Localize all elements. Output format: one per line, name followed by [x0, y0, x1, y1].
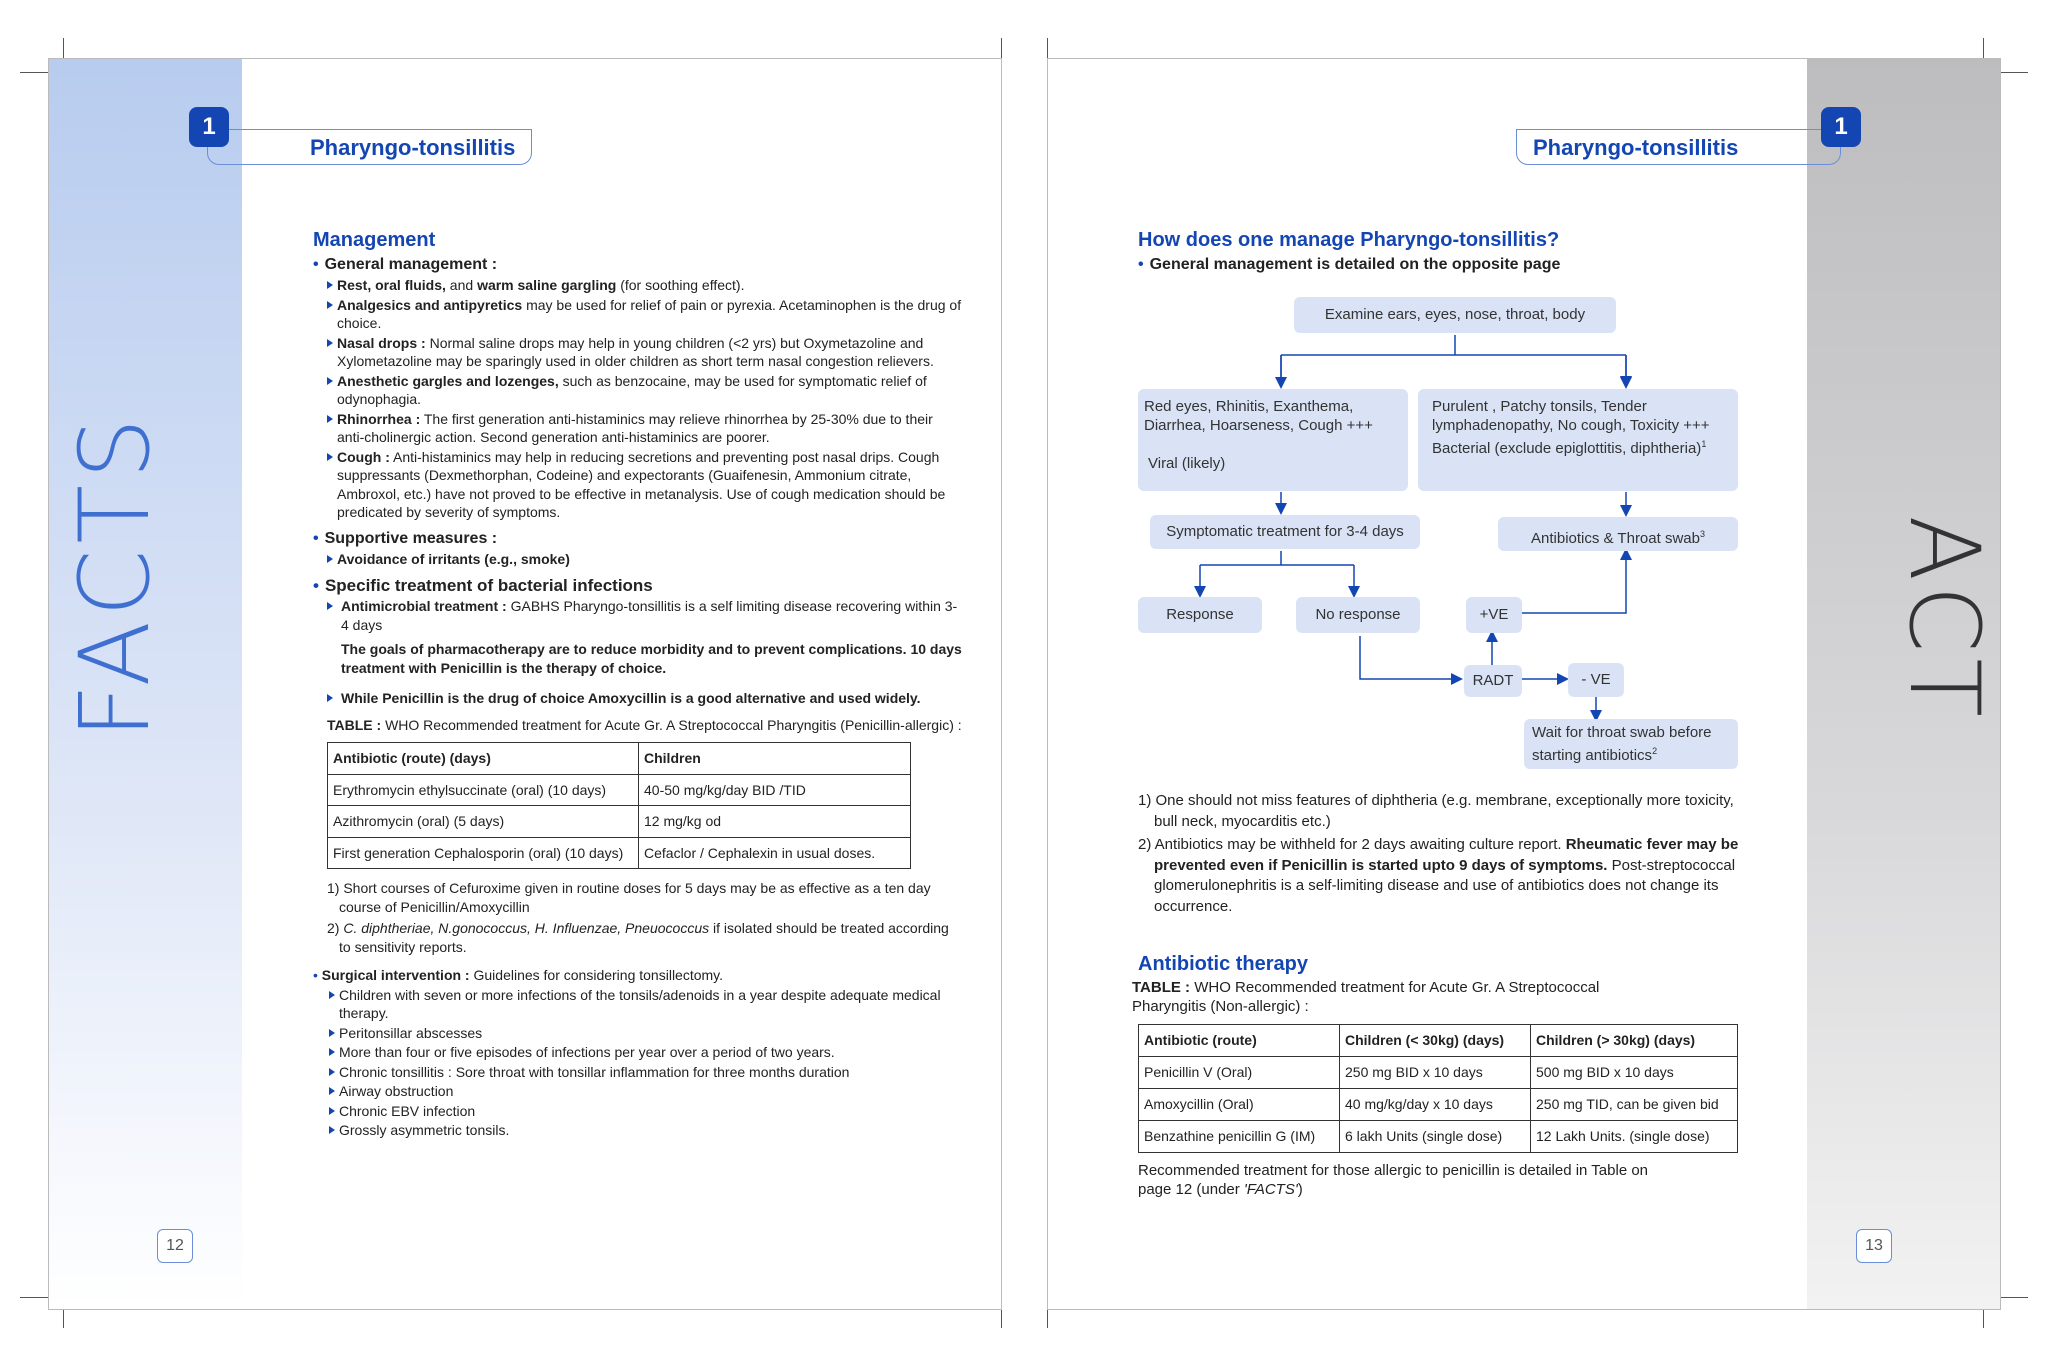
list-item: Chronic EBV infection	[327, 1102, 963, 1121]
general-management-note: • General management is detailed on the opposite page	[1138, 256, 1758, 275]
general-management-heading: • General management :	[313, 256, 963, 275]
crop-mark	[20, 72, 50, 73]
list-item: More than four or five episodes of infections per year over a period of two years.	[327, 1043, 963, 1062]
management-heading: Management	[313, 229, 436, 251]
page-number: 13	[1856, 1229, 1892, 1263]
list-item: Peritonsillar abscesses	[327, 1024, 963, 1043]
surgical-heading: • Surgical intervention : Guidelines for considering tonsillectomy.	[313, 967, 724, 983]
viral-symptoms-text: Red eyes, Rhinitis, Exanthema, Diarrhea, Hoarseness, Cough +++	[1144, 398, 1373, 434]
list-item: Cough : Anti-histaminics may help in reducing secretions and preventing post nasal drips. Cough suppressants (Dexmethorphan, Codeine) and expectorants (Guaifenesin, Ammonium citrate, Ambroxol, etc.) have not proved to be effective in metanalysis. Use of cough medication should be predicated by severity of symptoms.	[325, 448, 963, 522]
crop-mark	[1001, 38, 1002, 60]
note-2: 2) Antibiotics may be withheld for 2 days awaiting culture report. Rheumatic fever may be prevented even if Penicillin is started upto 9 days of symptoms. Post-streptococcal glomerulonephritis is a self-limiting disease and use of antibiotics does not change its occurrence.	[1138, 836, 1739, 915]
table-header: Antibiotic (route)	[1139, 1025, 1340, 1057]
question-heading: How does one manage Pharyngo-tonsillitis?	[1138, 229, 1560, 251]
antibiotic-therapy-section	[1132, 953, 1758, 1199]
table-cell: Erythromycin ethylsuccinate (oral) (10 days)	[328, 774, 639, 806]
allergy-footer-note: Recommended treatment for those allergic to penicillin is detailed in Table on page 12 (under 'FACTS')	[1138, 1162, 1649, 1198]
list-item: While Penicillin is the drug of choice Amoxycillin is a good alternative and used widely.	[325, 689, 963, 708]
table-cell: 250 mg BID x 10 days	[1340, 1057, 1531, 1089]
bacterial-label: Bacterial (exclude epiglottitis, diphtheria)$^1$	[1432, 439, 1707, 457]
flow-no-response-box: No response	[1296, 597, 1420, 633]
right-page	[1047, 58, 2001, 1310]
list-item: Airway obstruction	[327, 1082, 963, 1101]
list-item: Analgesics and antipyretics may be used for relief of pain or pyrexia. Acetaminophen is the drug of choice.	[325, 296, 963, 333]
table-header: Children	[639, 743, 911, 775]
allergic-treatment-table	[327, 742, 911, 869]
flow-wait-box: Wait for throat swab before starting antibiotics$^2$	[1524, 719, 1738, 769]
viral-label: Viral (likely)	[1148, 455, 1226, 472]
supportive-heading: • Supportive measures :	[313, 530, 963, 549]
list-item: Children with seven or more infections of the tonsils/adenoids in a year despite adequate medical therapy.	[327, 986, 963, 1023]
crop-mark	[1983, 1310, 1984, 1328]
crop-mark	[1047, 1310, 1048, 1328]
list-item: Rest, oral fluids, and warm saline gargling (for soothing effect).	[325, 276, 963, 295]
list-item: Anesthetic gargles and lozenges, such as benzocaine, may be used for symptomatic relief of odynophagia.	[325, 372, 963, 409]
table-cell: 40 mg/kg/day x 10 days	[1340, 1089, 1531, 1121]
table-row	[328, 774, 911, 806]
flow-examine-box: Examine ears, eyes, nose, throat, body	[1294, 297, 1616, 333]
flow-positive-box: +VE	[1466, 597, 1522, 633]
right-notes	[1138, 791, 1748, 917]
table-cell: Cefaclor / Cephalexin in usual doses.	[639, 837, 911, 869]
list-item: Chronic tonsillitis : Sore throat with tonsillar inflammation for three months duration	[327, 1063, 963, 1082]
table-header: Children (< 30kg) (days)	[1340, 1025, 1531, 1057]
table-cell: 500 mg BID x 10 days	[1531, 1057, 1738, 1089]
crop-mark	[63, 38, 64, 60]
left-content	[313, 231, 963, 1141]
flow-response-box: Response	[1138, 597, 1262, 633]
table-cell: 250 mg TID, can be given bid	[1531, 1089, 1738, 1121]
act-side-label: ACT	[1888, 515, 2001, 723]
page-number: 12	[157, 1229, 193, 1263]
crop-mark	[2000, 72, 2028, 73]
table-cell: Penicillin V (Oral)	[1139, 1057, 1340, 1089]
table-row	[1139, 1121, 1738, 1153]
flow-radt-box: RADT	[1464, 665, 1522, 697]
table-header-row	[328, 743, 911, 775]
flow-viral-box	[1138, 389, 1408, 491]
crop-mark	[2000, 1297, 2028, 1298]
crop-mark	[20, 1297, 50, 1298]
table-cell: Amoxycillin (Oral)	[1139, 1089, 1340, 1121]
flow-symptomatic-box: Symptomatic treatment for 3-4 days	[1150, 515, 1420, 549]
table-cell: First generation Cephalosporin (oral) (10 days)	[328, 837, 639, 869]
goals-text: The goals of pharmacotherapy are to reduce morbidity and to prevent complications. 10 days treatment with Penicillin is the therapy of choice.	[341, 641, 962, 676]
table-cell: Benzathine penicillin G (IM)	[1139, 1121, 1340, 1153]
table-row	[1139, 1089, 1738, 1121]
table-header: Children (> 30kg) (days)	[1531, 1025, 1738, 1057]
facts-side-label: FACTS	[59, 412, 171, 739]
chapter-badge: 1	[189, 107, 229, 147]
list-item: Rhinorrhea : The first generation anti-histaminics may relieve rhinorrhea by 25-30% due to their anti-cholinergic action. Second generation anti-histaminics are poorer.	[325, 410, 963, 447]
table-cell: 12 mg/kg od	[639, 806, 911, 838]
specific-treatment-heading: • Specific treatment of bacterial infections	[313, 577, 963, 596]
crop-mark	[1001, 1310, 1002, 1328]
chapter-title: Pharyngo-tonsillitis	[207, 129, 532, 165]
table-header-row	[1139, 1025, 1738, 1057]
left-page	[48, 58, 1002, 1310]
table-cell: 40-50 mg/kg/day BID /TID	[639, 774, 911, 806]
list-item: Grossly asymmetric tonsils.	[327, 1121, 963, 1140]
table-row	[328, 837, 911, 869]
non-allergic-treatment-table	[1138, 1024, 1738, 1153]
table-row	[328, 806, 911, 838]
flow-bacterial-box	[1418, 389, 1738, 491]
antibiotic-therapy-heading: Antibiotic therapy	[1138, 953, 1309, 975]
note-2: 2) C. diphtheriae, N.gonococcus, H. Influenzae, Pneuococcus if isolated should be treated according to sensitivity reports.	[327, 920, 949, 955]
table-notes	[313, 879, 963, 956]
crop-mark	[1047, 38, 1048, 60]
note-1: 1) Short courses of Cefuroxime given in routine doses for 5 days may be as effective as a ten day course of Penicillin/Amoxycillin	[327, 880, 931, 915]
list-item: Nasal drops : Normal saline drops may help in young children (<2 yrs) but Oxymetazoline and Xylometazoline may be sparingly used in older children as short term nasal congestion relievers.	[325, 334, 963, 371]
table-header: Antibiotic (route) (days)	[328, 743, 639, 775]
table-cell: Azithromycin (oral) (5 days)	[328, 806, 639, 838]
list-item: Antimicrobial treatment : GABHS Pharyngo-tonsillitis is a self limiting disease recovering within 3-4 days	[325, 597, 963, 634]
note-1: 1) One should not miss features of diphtheria (e.g. membrane, exceptionally more toxicity, bull neck, myocarditis etc.)	[1138, 792, 1734, 830]
table-caption: TABLE : WHO Recommended treatment for Acute Gr. A Streptococcal Pharyngitis (Non-allergic) :	[1132, 979, 1600, 1015]
chapter-title: Pharyngo-tonsillitis	[1516, 129, 1841, 165]
bacterial-symptoms-text: Purulent , Patchy tonsils, Tender lymphadenopathy, No cough, Toxicity +++	[1432, 398, 1710, 434]
table-row	[1139, 1057, 1738, 1089]
list-item: Avoidance of irritants (e.g., smoke)	[325, 550, 963, 569]
table-cell: 12 Lakh Units. (single dose)	[1531, 1121, 1738, 1153]
chapter-badge: 1	[1821, 107, 1861, 147]
flow-antibiotics-box: Antibiotics & Throat swab$^3$	[1498, 517, 1738, 551]
crop-mark	[63, 1310, 64, 1328]
crop-mark	[1983, 38, 1984, 60]
flow-negative-box: - VE	[1568, 663, 1624, 697]
table-caption: TABLE : WHO Recommended treatment for Acute Gr. A Streptococcal Pharyngitis (Penicillin-allergic) :	[327, 716, 962, 733]
table-cell: 6 lakh Units (single dose)	[1340, 1121, 1531, 1153]
